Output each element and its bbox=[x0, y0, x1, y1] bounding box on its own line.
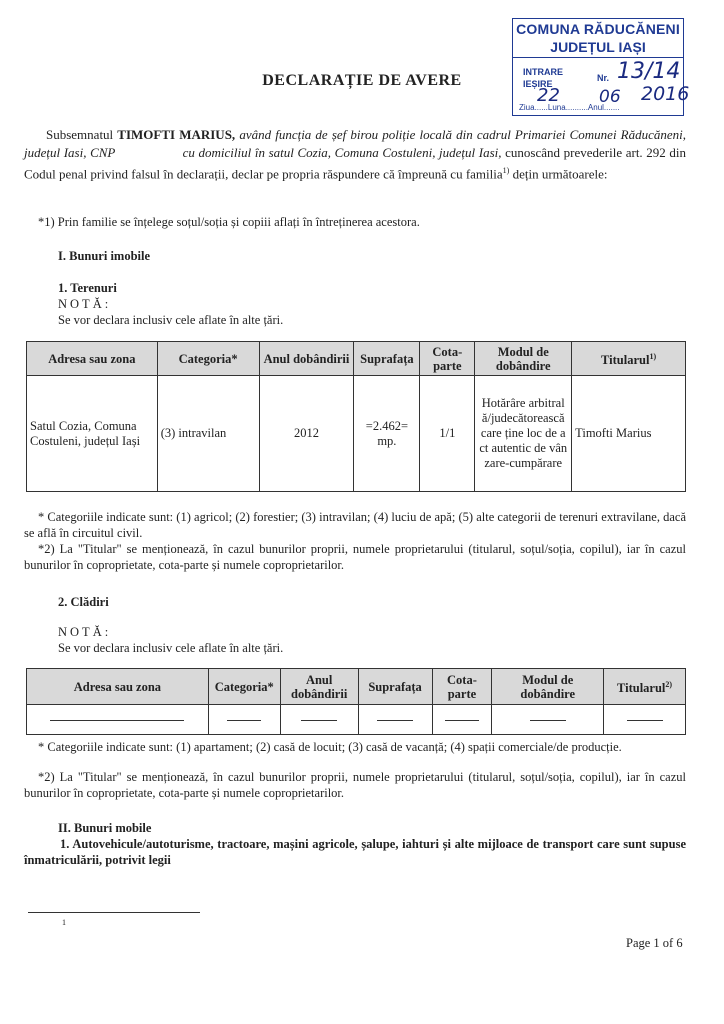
th2-modul: Modul de dobândire bbox=[492, 669, 604, 705]
stamp-nr-label: Nr. bbox=[597, 73, 610, 83]
th-modul: Modul de dobândire bbox=[475, 342, 572, 376]
cell2-categoria bbox=[208, 705, 280, 735]
table-row bbox=[27, 376, 686, 492]
cell-titular: Timofti Marius bbox=[572, 376, 686, 492]
stamp-year: 2016 bbox=[641, 83, 690, 105]
th-anul: Anul dobândirii bbox=[259, 342, 354, 376]
terenuri-header-row bbox=[27, 342, 686, 376]
intro-subsemnatul: Subsemnatul bbox=[46, 127, 114, 142]
footnote-marker: 1 bbox=[62, 918, 66, 927]
cell2-adresa bbox=[27, 705, 209, 735]
cell2-titular bbox=[604, 705, 686, 735]
cell-cota: 1/1 bbox=[420, 376, 475, 492]
intro-paragraph bbox=[24, 126, 686, 183]
section-bunuri-mobile: II. Bunuri mobile bbox=[58, 821, 152, 835]
document-title: DECLARAȚIE DE AVERE bbox=[262, 72, 462, 89]
th-suprafata: Suprafața bbox=[354, 342, 420, 376]
declarant-name: TIMOFTI MARIUS, bbox=[117, 127, 236, 142]
cell2-anul bbox=[280, 705, 358, 735]
stamp-day: 22 bbox=[537, 85, 560, 106]
intro-legal-text: cunoscând prevederile art. 292 din Codul penal privind falsul în declarații, declar pe propria răspundere că împreună cu familia bbox=[24, 145, 687, 182]
cell-categoria: (3) intravilan bbox=[157, 376, 259, 492]
subsection-terenuri: 1. Terenuri bbox=[58, 281, 117, 295]
nota-label: NOTĂ: bbox=[58, 297, 112, 311]
cell-anul: 2012 bbox=[259, 376, 354, 492]
th-categoria: Categoria* bbox=[157, 342, 259, 376]
section-bunuri-imobile: I. Bunuri imobile bbox=[58, 249, 151, 263]
th2-categoria: Categoria* bbox=[208, 669, 280, 705]
note-titular-cladiri: *2) La "Titular" se menționează, în cazul bunurilor proprii, numele proprietarului (titularul, soțul/soția, copilul), iar în cazul bunurilor în coproprietate, cota-parte și numele coproprietarilor. bbox=[24, 770, 686, 800]
page-number: Page 1 of 6 bbox=[626, 936, 683, 950]
th2-cota: Cota-parte bbox=[432, 669, 492, 705]
th2-anul: Anul dobândirii bbox=[280, 669, 358, 705]
terenuri-table bbox=[26, 341, 686, 492]
subsection-autovehicule: 1. Autovehicule/autoturisme, tractoare, mașini agricole, șalupe, iahturi și alte mijloace de transport care sunt supuse înmatriculării, potrivit legii bbox=[24, 837, 686, 867]
note-categorii-cladiri: * Categoriile indicate sunt: (1) apartament; (2) casă de locuit; (3) casă de vacanță; (4) spații comerciale/de producție. bbox=[38, 740, 622, 754]
footnote-divider bbox=[28, 912, 200, 913]
stamp-month: 06 bbox=[599, 87, 621, 107]
th-cota: Cota-parte bbox=[420, 342, 475, 376]
declarant-function: având funcția de șef birou poliție locală din cadrul Primariei Comunei Răducăneni, județul Iasi, CNP bbox=[24, 127, 687, 160]
cell2-modul bbox=[492, 705, 604, 735]
nota-text: Se vor declara inclusiv cele aflate în alte țări. bbox=[58, 313, 284, 327]
cell2-suprafata bbox=[358, 705, 432, 735]
nota2-text: Se vor declara inclusiv cele aflate în alte țări. bbox=[58, 641, 284, 655]
stamp-divider bbox=[513, 57, 683, 58]
th2-titular-label: Titularul bbox=[617, 681, 666, 696]
registration-stamp bbox=[512, 18, 690, 116]
intro-ending: dețin următoarele: bbox=[512, 166, 608, 182]
th2-titular bbox=[604, 669, 686, 705]
th2-adresa: Adresa sau zona bbox=[27, 669, 209, 705]
subsection-cladiri: 2. Clădiri bbox=[58, 595, 109, 609]
cell-suprafata: =2.462= mp. bbox=[354, 376, 420, 492]
th-titular-sup: 1) bbox=[649, 351, 657, 361]
cladiri-header-row bbox=[27, 669, 686, 705]
cell-adresa: Satul Cozia, Comuna Costuleni, județul Iași bbox=[27, 376, 158, 492]
declarant-address: cu domiciliul în satul Cozia, Comuna Costuleni, județul Iasi, bbox=[182, 145, 502, 160]
table-row bbox=[27, 705, 686, 735]
note-categorii-terenuri: * Categoriile indicate sunt: (1) agricol; (2) forestier; (3) intravilan; (4) luciu de apă; (5) alte categorii de terenuri extravilane, dacă se află în circuitul civil. bbox=[24, 510, 686, 540]
cell2-cota bbox=[432, 705, 492, 735]
stamp-date-labels: Ziua......Luna..........Anul....... bbox=[519, 103, 620, 112]
cell-modul: Hotărâre arbitrală/judecătorească care ține loc de act autentic de vânzare-cumpărare bbox=[475, 376, 572, 492]
stamp-commune: COMUNA RĂDUCĂNENI bbox=[516, 21, 680, 37]
stamp-intrare: INTRARE bbox=[523, 67, 563, 77]
note-titular-terenuri: *2) La "Titular" se menționează, în cazul bunurilor proprii, numele proprietarului (titularul, soțul/soția, copilul), iar în cazul bunurilor în coproprietate, cota-parte și numele coproprietarilor. bbox=[24, 542, 686, 572]
th-titular bbox=[572, 342, 686, 376]
intro-footnote-ref: 1) bbox=[502, 166, 510, 175]
stamp-county: JUDEȚUL IAȘI bbox=[550, 39, 646, 55]
family-footnote: *1) Prin familie se înțelege soțul/soția și copiii aflați în întreținerea acestora. bbox=[38, 215, 420, 229]
th-adresa: Adresa sau zona bbox=[27, 342, 158, 376]
th2-titular-sup: 2) bbox=[665, 679, 673, 689]
cladiri-table bbox=[26, 668, 686, 735]
stamp-iesire: IEȘIRE bbox=[523, 79, 553, 89]
nota2-label: NOTĂ: bbox=[58, 625, 112, 639]
th-titular-label: Titularul bbox=[601, 353, 650, 368]
th2-suprafata: Suprafața bbox=[358, 669, 432, 705]
stamp-nr-value: 13/14 bbox=[617, 59, 681, 84]
